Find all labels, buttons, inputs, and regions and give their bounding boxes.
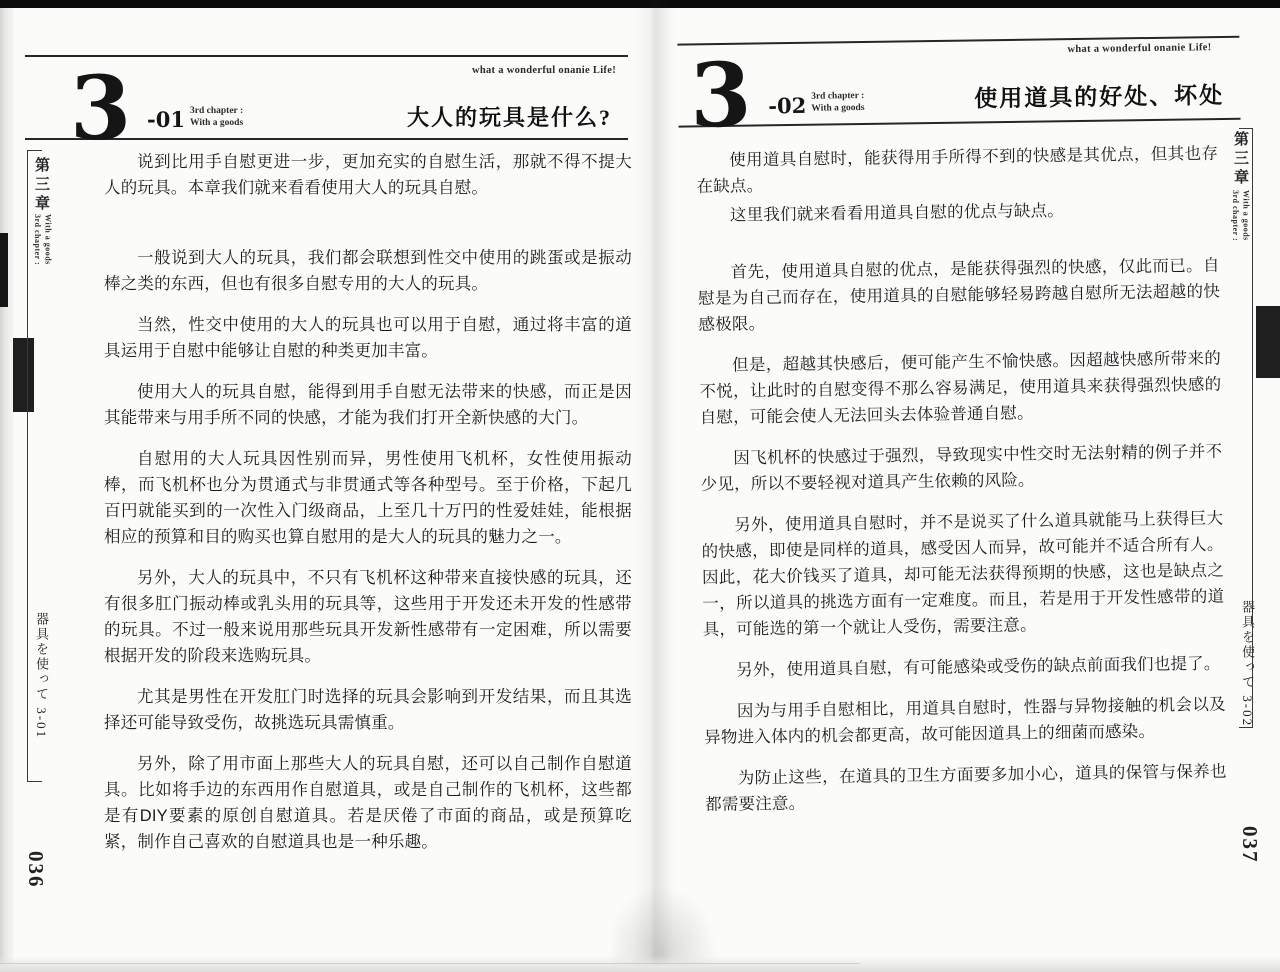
paragraph: 尤其是男性在开发肛门时选择的玩具会影响到开发结果，而且其选择还可能导致受伤，故挑选玩具需慎重。 [104,688,632,732]
spread-gutter-shadow [634,0,674,972]
paragraph: 这里我们就来看看用道具自慰的优点与缺点。 [729,201,1065,225]
paragraph: 另外，大人的玩具中，不只有飞机杯这种带来直接快感的玩具，还有很多肛门振动棒或乳头用的玩具等，这些用于开发还未开发的性感带的玩具。不过一般来说用那些玩具开发新性感带有一定困难，所以需要根据开发的阶段来选购玩具。 [104,569,632,665]
left-margin-rule-cap-top [27,150,42,151]
right-chapter-numeral: 3 [689,42,753,148]
left-margin-rule [27,150,28,782]
paragraph: 说到比用手自慰更进一步，更加充实的自慰生活，那就不得不提大人的玩具。本章我们就来看看使用大人的玩具自慰。 [104,153,632,197]
paragraph: 因为与用手自慰相比，用道具自慰时，性器与异物接触的机会以及异物进入体内的机会都更高，故可能因道具上的细菌而感染。 [704,695,1226,747]
left-section-number: -01 [147,107,185,132]
right-margin-rule-cap-bottom [1239,727,1253,728]
paragraph: 使用道具自慰时，能获得用手所得不到的快感是其优点，但其也存在缺点。 [696,144,1219,196]
paragraph: 一般说到大人的玩具，我们都会联想到性交中使用的跳蛋或是振动棒之类的东西，但也有很多自慰专用的大人的玩具。 [104,249,632,293]
left-margin-running-title: 器具を使って 3-01 [34,612,49,740]
page-stack-bottom-line [0,963,860,964]
chapter-edge-tab-left-partial [0,233,8,307]
paragraph: 因飞机杯的快感过于强烈，导致现实中性交时无法射精的例子并不少见，所以不要轻视对道具产生依赖的风险。 [700,442,1223,494]
left-page-number: 036 [24,851,48,889]
left-margin-rule-cap-bottom [27,781,42,782]
left-chapter-subtitle: 3rd chapter : With a goods [190,106,244,128]
right-section-title: 使用道具的好处、坏处 [974,82,1225,112]
paragraph: 但是，超越其快感后，便可能产生不愉快感。因超越快感所带来的不悦，让此时的自慰变得不那么容易满足，使用道具来获得强烈快感的自慰，可能会使人无法回头去体验普通自慰。 [699,349,1222,427]
paragraph: 为防止这些，在道具的卫生方面要多加小心，道具的保管与保养也都需要注意。 [705,762,1227,814]
left-margin-chapter-label: 第三章 [33,157,49,214]
right-chapter-subtitle: 3rd chapter : With a goods [811,91,865,114]
right-page-body [696,141,1228,833]
page-stack-left-edge [0,8,14,972]
right-page-header [677,36,1240,148]
paragraph: 使用大人的玩具自慰，能得到用手自慰无法带来的快感，而正是因其能带来与用手所不同的快感，才能为我们打开全新快感的大门。 [104,383,632,427]
chapter-edge-tab-right [1256,306,1280,378]
right-margin-running-title: 器具を使って 3-02 [1240,600,1255,728]
left-chapter-numeral: 3 [70,55,132,160]
left-page-body [104,149,632,870]
right-section-number: -02 [768,92,807,119]
left-page-header [25,55,628,160]
left-section-title: 大人的玩具是什么? [406,105,612,130]
paragraph: 自慰用的大人玩具因性别而异，男性使用飞机杯，女性使用振动棒，而飞机杯也分为贯通式与非贯通式等各种型号。至于价格，下起几百円就能买到的一次性入门级商品，上至几十万円的性爱娃娃，能根据相应的预算和目的购买也算自慰用的是大人的玩具的魅力之一。 [104,450,632,546]
paragraph: 另外，使用道具自慰时，并不是说买了什么道具就能马上获得巨大的快感，即使是同样的道具，感受因人而异，故可能并不适合所有人。因此，花大价钱买了道具，却可能无法获得预期的快感，这也是缺点之一，所以道具的挑选方面有一定难度。而且，若是用于开发性感带的道具，可能选的第一个就让人受伤，需要注意。 [701,509,1225,639]
right-margin-chapter-label: 第三章 [1232,131,1248,188]
paragraph: 当然，性交中使用的大人的玩具也可以用于自慰，通过将丰富的道具运用于自慰中能够让自慰的种类更加丰富。 [104,316,632,360]
paragraph: 另外，使用道具自慰，有可能感染或受伤的缺点前面我们也提了。 [736,654,1221,680]
paragraph: 首先，使用道具自慰的优点，是能获得强烈的快感，仅此而已。自慰是为自己而存在，使用道具的自慰能够轻易跨越自慰所无法超越的快感极限。 [697,256,1221,334]
left-page-slogan: what a wonderful onanie Life! [471,65,616,76]
right-page-slogan: what a wonderful onanie Life! [1067,42,1212,56]
paragraph: 另外，除了用市面上那些大人的玩具自慰，还可以自己制作自慰道具。比如将手边的东西用作自慰道具，或是自己制作的飞机杯，这些都是有DIY要素的原创自慰道具。若是厌倦了市面的商品，或是预算吃紧，制作自己喜欢的自慰道具也是一种乐趣。 [104,755,632,851]
left-margin-chapter-label-en: 3rd chapter : With a goods [32,214,53,266]
right-margin-chapter-label-en: 3rd chapter : With a goods [1230,190,1251,242]
page-stack-bottom-edge [0,956,1280,972]
right-margin-rule-cap-top [1239,128,1253,129]
chapter-edge-tab-left [13,338,34,412]
right-page-number: 037 [1238,826,1262,864]
